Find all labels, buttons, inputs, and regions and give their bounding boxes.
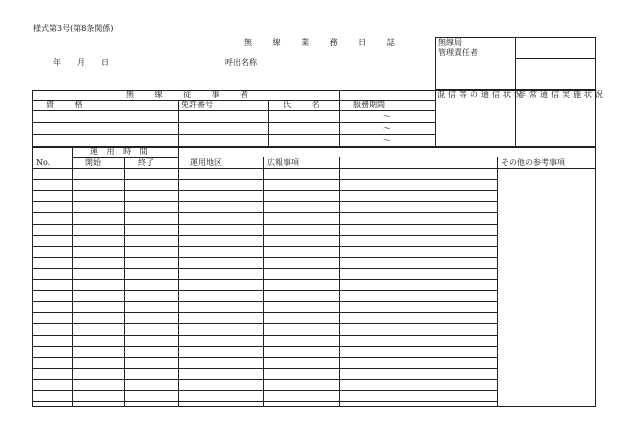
operators-header: 無 線 従 事 者 (126, 90, 258, 99)
log-row-line (32, 346, 497, 347)
col-start: 開始 (85, 158, 101, 167)
operators-col-divider (339, 100, 340, 147)
log-row-line (32, 257, 497, 258)
date-year-label: 年 (53, 58, 61, 67)
col-name: 氏 名 (283, 100, 329, 109)
col-operating-area: 運用地区 (190, 158, 222, 167)
operators-right-divider (435, 90, 436, 147)
log-row-line (32, 368, 497, 369)
log-row-line (32, 335, 497, 336)
operators-row-line (32, 134, 435, 135)
log-row-line (32, 246, 497, 247)
log-row-line (32, 301, 497, 302)
date-day-label: 日 (101, 58, 109, 67)
operators-col-divider (178, 100, 179, 147)
col-operating-time: 運 用 時 間 (90, 147, 151, 156)
log-header-line (32, 168, 596, 169)
log-col-divider (339, 157, 340, 407)
col-end: 終了 (138, 158, 154, 167)
log-row-line (32, 279, 497, 280)
operators-header-divider (339, 90, 340, 100)
station-box-row-line (515, 58, 596, 59)
log-col-divider (124, 157, 125, 407)
call-sign-label: 呼出名称 (225, 58, 257, 67)
log-row-line (32, 357, 497, 358)
station-label: 無線局 (438, 38, 462, 47)
period-tilde: ～ (383, 112, 391, 121)
col-license-number: 免許番号 (181, 100, 213, 109)
date-month-label: 月 (77, 58, 85, 67)
log-row-line (32, 224, 497, 225)
form-number-label: 様式第3号(第8条関係) (33, 24, 114, 33)
col-other-notes: その他の参考事項 (501, 158, 565, 167)
log-row-line (32, 190, 497, 191)
col-no: No. (36, 158, 51, 167)
operators-row-line (32, 122, 435, 123)
emergency-label: 非常通信実施状況 (518, 90, 606, 99)
period-tilde: ～ (383, 136, 391, 145)
operators-row-line (32, 110, 435, 111)
log-row-line (32, 212, 497, 213)
log-row-line (32, 323, 497, 324)
log-col-divider (263, 157, 264, 407)
log-row-line (32, 179, 497, 180)
station-box-divider (515, 37, 516, 90)
log-col-divider (497, 157, 498, 407)
log-row-line (32, 235, 497, 236)
operators-col-divider (268, 100, 269, 147)
log-row-line (32, 312, 497, 313)
log-row-line (32, 390, 497, 391)
col-qualification: 資 格 (46, 100, 92, 109)
manager-label: 管理責任者 (438, 48, 478, 57)
log-row-line (32, 201, 497, 202)
period-tilde: ～ (383, 124, 391, 133)
log-row-line (32, 401, 497, 402)
col-publicity-items: 広報事項 (267, 158, 299, 167)
log-row-line (32, 379, 497, 380)
interference-label: 混信等の通信状況 (437, 90, 525, 99)
log-row-line (32, 290, 497, 291)
page-title: 無 線 業 務 日 誌 (244, 38, 404, 47)
log-row-line (32, 268, 497, 269)
col-service-period: 服務期間 (353, 100, 385, 109)
